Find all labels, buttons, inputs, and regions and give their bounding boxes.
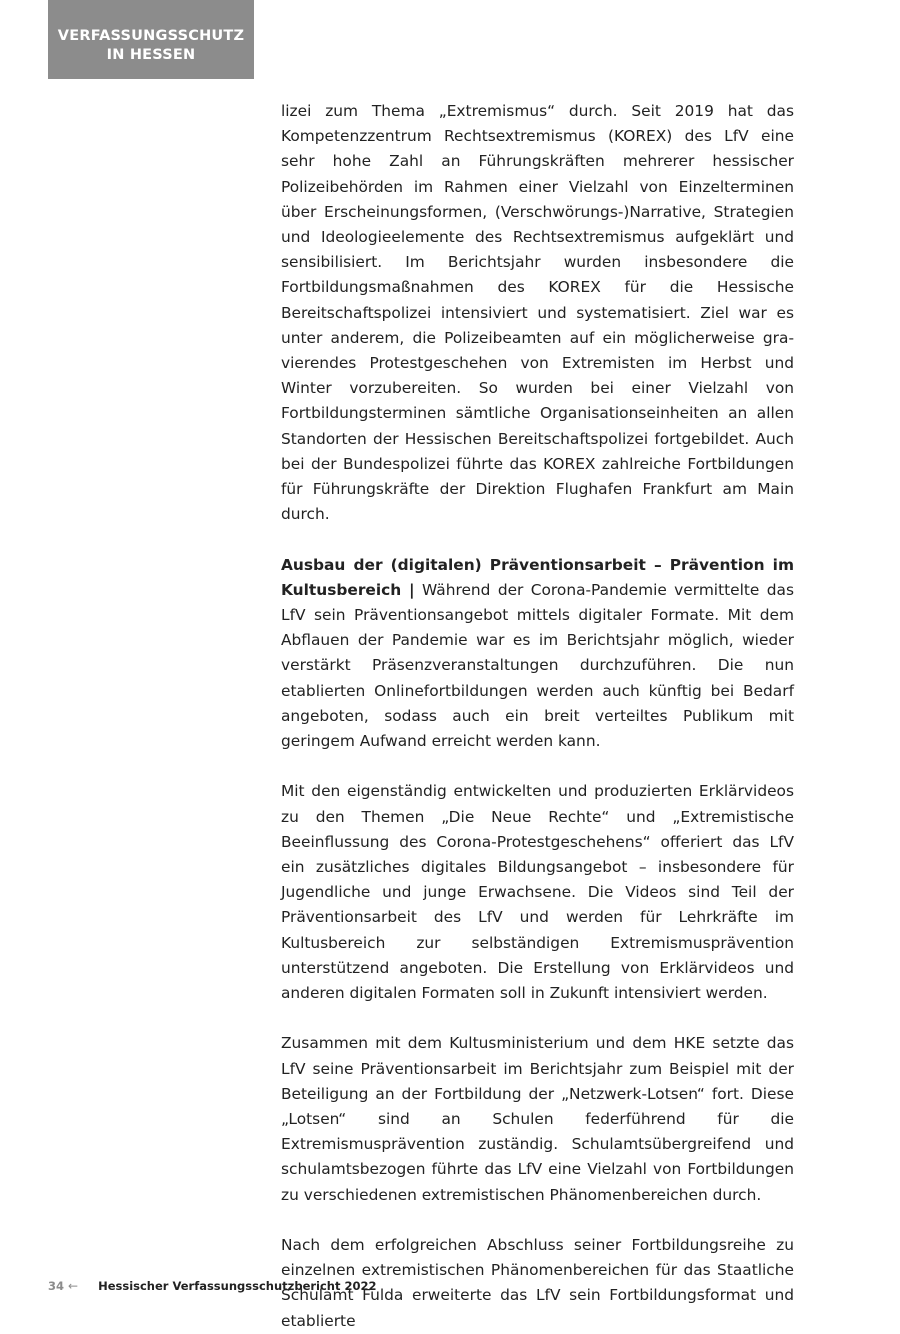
paragraph-2 (281, 553, 794, 755)
paragraph-3: Mit den eigenständig entwickelten und produzierten Erklärvideos zu den Themen „Die Neue Rechte“ und „Extremistische Beeinflussung des Corona-Protestgeschehens“ offeriert das LfV ein zusätzliches digitales Bildungsangebot – insbesondere für Jugendliche und junge Erwachsene. Die Videos sind Teil der Präventionsarbeit des LfV und werden für Lehrkräfte im Kultusbereich zur selbständigen Extremismusprävention unterstützend angeboten. Die Erstellung von Erklärvideos und anderen digitalen Formaten soll in Zukunft intensiviert werden. (281, 782, 794, 1003)
page-footer (48, 1278, 377, 1294)
section-badge-line1: VERFASSUNGSSCHUTZ (57, 28, 245, 44)
paragraph-4: Zusammen mit dem Kultusministerium und dem HKE setzte das LfV seine Präventionsarbeit im Berichtsjahr zum Beispiel mit der Beteiligung an der Fortbildung der „Netzwerk-Lotsen“ fort. Diese „Lotsen“ sind an Schulen federführend für die Extremismusprävention zuständig. Schulamtsübergreifend und schulamtsbezogen führte das LfV eine Vielzahl von Fortbildungen zu verschiedenen extremistischen Phänomenbereichen durch. (281, 1034, 794, 1204)
section-badge (48, 0, 254, 79)
paragraph-5: Nach dem erfolgreichen Abschluss seiner Fortbildungsreihe zu einzelnen extremistischen Phänomenbereichen für das Staatliche Schulamt Fulda erweiterte das LfV sein Fortbildungsformat und etablierte (281, 1236, 794, 1330)
paragraph-2-text: Während der Corona-Pandemie vermittelte das LfV sein Präventionsangebot mittels digitaler Formate. Mit dem Abflauen der Pandemie war es im Berichtsjahr möglich, wieder verstärkt Präsenzveranstaltungen durchzuführen. Die nun etablierten Onlinefortbildungen werden auch künftig bei Bedarf angeboten, sodass auch ein breit verteiltes Publikum mit geringem Aufwand erreicht werden kann. (281, 580, 794, 751)
paragraph-1: lizei zum Thema „Extremismus“ durch. Seit 2019 hat das Kompetenzzentrum Rechtsextremismus (KOREX) des LfV eine sehr hohe Zahl an Führungskräften mehrerer hessischer Polizeibehörden im Rahmen einer Vielzahl von Einzelterminen über Erscheinungsformen, (Verschwörungs-)Narrative, Strategien und Ideologieelemente des Rechtsextremismus aufgeklärt und sensibilisiert. Im Berichtsjahr wurden insbesondere die Fortbildungsmaßnahmen des KOREX für die Hessische Bereitschaftspolizei intensiviert und systematisiert. Ziel war es unter anderem, die Polizeibeamten auf ein möglicherweise gravierendes Protestgeschehen von Extremisten im Herbst und Winter vorzubereiten. So wurden bei einer Vielzahl von Fortbildungsterminen sämtliche Organisationseinheiten an allen Standorten der Hessischen Bereitschaftspolizei fortgebildet. Auch bei der Bundespolizei führte das KOREX zahlreiche Fortbildungen für Führungskräfte der Direktion Flughafen Frankfurt am Main durch. (281, 102, 794, 524)
main-text (281, 99, 794, 1334)
arrow-left-icon: ← (68, 1279, 79, 1293)
paragraph-2-heading: Ausbau der (digitalen) Präventionsarbeit – Prävention im Kultusbereich | (281, 555, 794, 599)
document-title: Hessischer Verfassungsschutzbericht 2022 (98, 1279, 377, 1293)
section-badge-line2: IN HESSEN (106, 47, 196, 63)
page-number: 34 (48, 1279, 65, 1293)
